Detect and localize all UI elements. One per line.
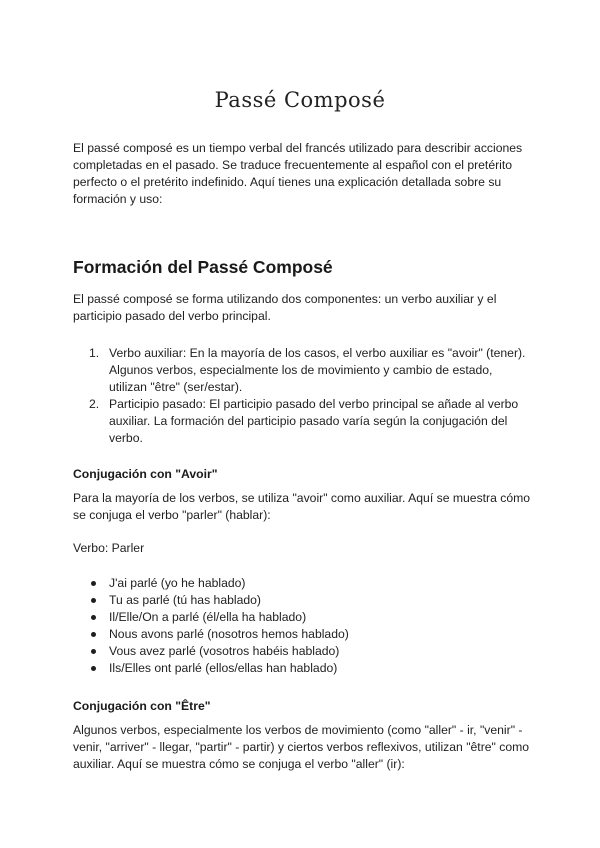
bullet-icon xyxy=(91,649,96,654)
avoir-heading: Conjugación con "Avoir" xyxy=(73,467,218,481)
avoir-conjugation-list xyxy=(73,575,533,677)
bullet-icon xyxy=(91,598,96,603)
list-item xyxy=(73,660,533,677)
list-item-text: Ils/Elles ont parlé (ellos/ellas han hablado) xyxy=(109,661,338,675)
list-item xyxy=(73,643,533,660)
etre-heading: Conjugación con "Être" xyxy=(73,699,211,713)
formation-list xyxy=(73,345,533,447)
list-number: 2. xyxy=(89,397,100,411)
bullet-icon xyxy=(91,615,96,620)
verb-label: Verbo: Parler xyxy=(73,541,145,555)
document-title: Passé Composé xyxy=(214,88,386,112)
list-item-text: J'ai parlé (yo he hablado) xyxy=(109,576,246,590)
avoir-paragraph: Para la mayoría de los verbos, se utiliza "avoir" como auxiliar. Aquí se muestra cómo se conjuga el verbo "parler" (hablar): xyxy=(73,491,531,522)
list-item-text: Participio pasado: El participio pasado del verbo principal se añade al verbo auxiliar. La formación del participio pasado varía según la conjugación del verbo. xyxy=(109,397,519,445)
formation-paragraph: El passé composé se forma utilizando dos componentes: un verbo auxiliar y el participio pasado del verbo principal. xyxy=(73,292,497,323)
list-item xyxy=(73,345,533,396)
bullet-icon xyxy=(91,632,96,637)
bullet-icon xyxy=(91,666,96,671)
intro-paragraph: El passé composé es un tiempo verbal del francés utilizado para describir acciones completadas en el pasado. Se traduce frecuentemente al español con el pretérito perfecto o el pretérito indefinido. Aquí tienes una explicación detallada sobre su formación y uso: xyxy=(73,141,523,206)
list-item-text: Vous avez parlé (vosotros habéis hablado) xyxy=(109,644,340,658)
list-number: 1. xyxy=(89,346,100,360)
list-item xyxy=(73,592,533,609)
list-item-text: Il/Elle/On a parlé (él/ella ha hablado) xyxy=(109,610,307,624)
list-item xyxy=(73,396,533,447)
list-item-text: Tu as parlé (tú has hablado) xyxy=(109,593,261,607)
formation-heading: Formación del Passé Composé xyxy=(73,257,333,277)
list-item xyxy=(73,626,533,643)
list-item xyxy=(73,575,533,592)
list-item xyxy=(73,609,533,626)
list-item-text: Verbo auxiliar: En la mayoría de los casos, el verbo auxiliar es "avoir" (tener). Algunos verbos, especialmente los de movimiento y cambio de estado, utilizan "être" (ser/estar). xyxy=(109,346,526,394)
bullet-icon xyxy=(91,581,96,586)
etre-paragraph: Algunos verbos, especialmente los verbos de movimiento (como "aller" - ir, "venir" - venir, "arriver" - llegar, "partir" - partir) y ciertos verbos reflexivos, utilizan "être" como auxiliar. Aquí se muestra cómo se conjuga el verbo "aller" (ir): xyxy=(73,723,530,771)
list-item-text: Nous avons parlé (nosotros hemos hablado) xyxy=(109,627,349,641)
